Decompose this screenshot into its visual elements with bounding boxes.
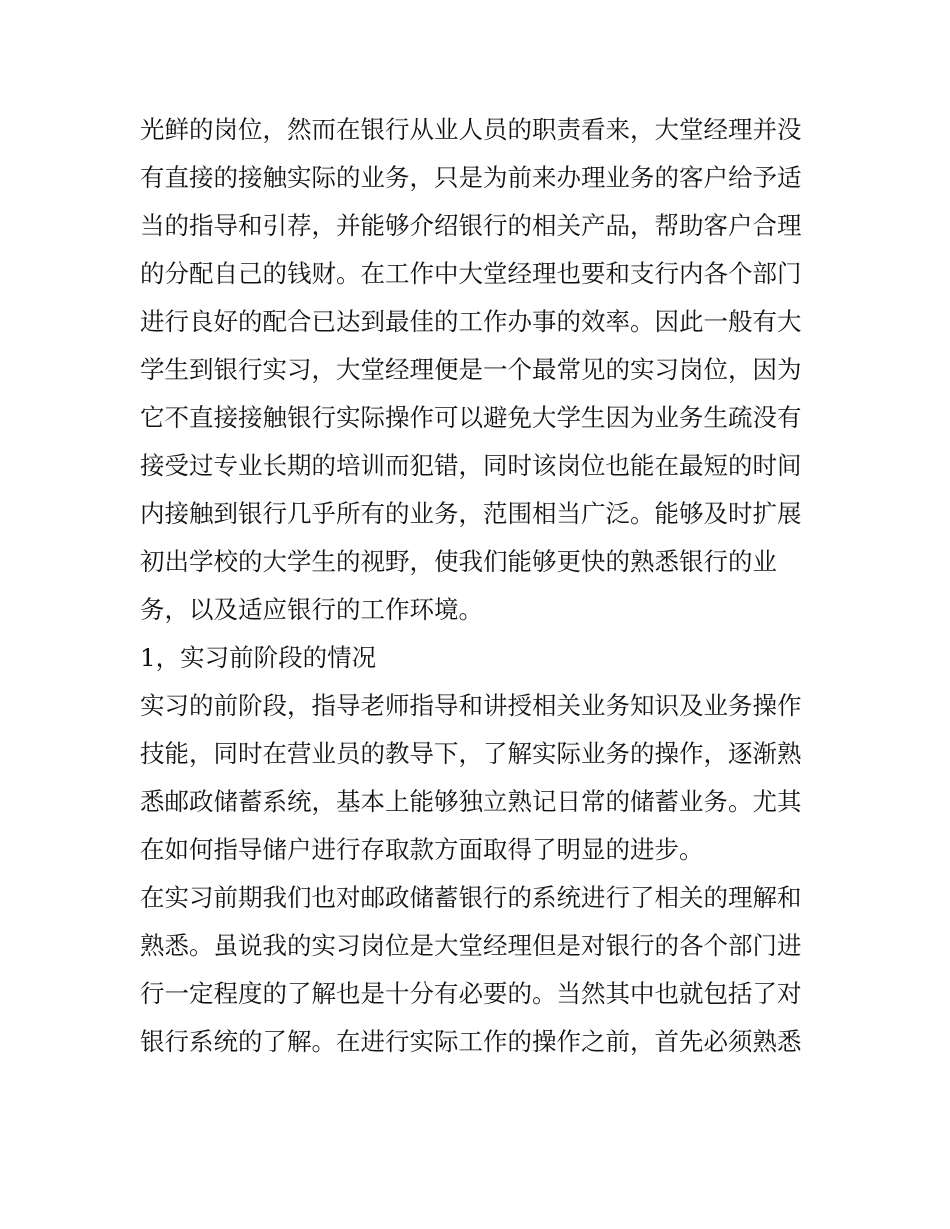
text-line: 进行良好的配合已达到最佳的工作办事的效率。因此一般有大 bbox=[140, 307, 802, 336]
text-line: 务，以及适应银行的工作环境。 bbox=[140, 595, 483, 624]
text-line: 银行系统的了解。在进行实际工作的操作之前，首先必须熟悉 bbox=[140, 1027, 802, 1056]
text-line: 的分配自己的钱财。在工作中大堂经理也要和支行内各个部门 bbox=[140, 259, 802, 288]
text-line: 实习的前阶段，指导老师指导和讲授相关业务知识及业务操作 bbox=[140, 691, 802, 720]
text-line: 技能，同时在营业员的教导下，了解实际业务的操作，逐渐熟 bbox=[140, 739, 802, 768]
text-line: 行一定程度的了解也是十分有必要的。当然其中也就包括了对 bbox=[140, 979, 802, 1008]
body-text bbox=[140, 106, 820, 1066]
text-line: 初出学校的大学生的视野，使我们能够更快的熟悉银行的业 bbox=[140, 547, 777, 576]
text-line: 学生到银行实习，大堂经理便是一个最常见的实习岗位，因为 bbox=[140, 355, 802, 384]
text-line: 接受过专业长期的培训而犯错，同时该岗位也能在最短的时间 bbox=[140, 451, 802, 480]
text-line: 光鲜的岗位，然而在银行从业人员的职责看来，大堂经理并没 bbox=[140, 115, 802, 144]
section-heading: 1，实习前阶段的情况 bbox=[140, 643, 377, 672]
text-line: 内接触到银行几乎所有的业务，范围相当广泛。能够及时扩展 bbox=[140, 499, 802, 528]
text-line: 熟悉。虽说我的实习岗位是大堂经理但是对银行的各个部门进 bbox=[140, 931, 802, 960]
text-line: 在如何指导储户进行存取款方面取得了明显的进步。 bbox=[140, 835, 704, 864]
text-line: 它不直接接触银行实际操作可以避免大学生因为业务生疏没有 bbox=[140, 403, 802, 432]
text-line: 有直接的接触实际的业务，只是为前来办理业务的客户给予适 bbox=[140, 163, 802, 192]
text-line: 悉邮政储蓄系统，基本上能够独立熟记日常的储蓄业务。尤其 bbox=[140, 787, 802, 816]
text-line: 当的指导和引荐，并能够介绍银行的相关产品，帮助客户合理 bbox=[140, 211, 802, 240]
text-line: 在实习前期我们也对邮政储蓄银行的系统进行了相关的理解和 bbox=[140, 883, 802, 912]
